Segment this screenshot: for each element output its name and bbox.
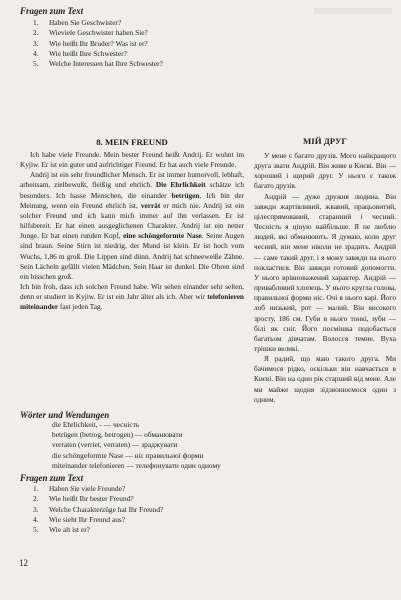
list-item: [33, 505, 163, 515]
paragraph: [254, 192, 396, 355]
list-item: [33, 39, 163, 49]
text-run: fast jeden Tag.: [58, 302, 103, 312]
paragraph: [20, 170, 244, 282]
ukrainian-text: [254, 151, 396, 405]
list-item: [33, 49, 163, 59]
bold-term: eine schöngeformte Nase: [123, 231, 202, 241]
paragraph: [20, 282, 244, 312]
vocabulary-list: [52, 420, 221, 471]
paragraph: [254, 151, 396, 192]
list-item-text: Haben Sie Geschwister?: [49, 18, 122, 27]
vocabulary-title: Wörter und Wendungen: [20, 410, 110, 420]
list-item-number: 2.: [33, 28, 39, 38]
list-item-text: Welche Interessen hat Ihre Schwester?: [49, 59, 163, 69]
text-run: У мене є багато друзів. Мого найкращого друга звати Андрій. Він живе в Києві. Він — хороший і щирий друг. У нього є також багато друзів.: [254, 151, 396, 191]
list-item-number: 1.: [33, 18, 39, 27]
questions-bottom-title: Fragen zum Text: [20, 473, 84, 483]
list-item-text: Wie heißt Ihr Bruder? Was ist er?: [49, 38, 148, 48]
text-run: Я радий, що маю такого друга. Ми бачимося рідко, оскільки він навчається в Києві. Він на один рік старший від мене. Але ми майже щодня зідзвонюємося один з одним.: [254, 354, 396, 404]
questions-top-list: [33, 18, 163, 69]
list-item: [33, 494, 163, 504]
list-item: [33, 515, 163, 525]
vocabulary-item: betrügen (betrog, betrogen) — обманювати: [52, 430, 183, 440]
vocabulary-item: miteinander telefonieren — телефонувати один одному: [52, 460, 221, 470]
list-item: [33, 59, 163, 69]
german-heading: 8. MEIN FREUND: [96, 137, 168, 147]
text-run: Андрій — дуже дружня людина. Він завжди жартівливий, жвавий, працьовитий, цілеспрямований, старанний і чесний. Чесність я ціную найбільше. Я не люблю людей, які обманюють. Я думаю, коли друг чесний, він мене ніколи не зрадить. Андрій — саме такий друг, і я можу завжди на нього покластися. Він завжди готовий допомогти. У нього врівноважений характер. Андрій — привабливий хлопець. У нього кругла голова, правильної форми ніс. Очі в нього карі. Його лоб низький, рот — малий. Він високого зросту, 186 см. Губи в нього тонкі, зуби — білі як сніг. Його посмішка подобається багатьом дівчатам. Волосся темне. Вуха трішки великі.: [254, 191, 396, 353]
questions-bottom-list: [33, 484, 163, 535]
text-run: er mich nie. Andrij ist ein solcher Freund und ich kann mich immer auf ihn verlassen. Er ist hilfsbereit. Er hat einen ausgeglichenen Charakter. Andrij ist ein netter Junge. Er hat einen runden Kopf,: [20, 200, 244, 241]
bold-term: betrügen: [171, 190, 200, 200]
list-item-number: 2.: [33, 494, 39, 504]
list-item-number: 4.: [33, 48, 39, 58]
list-item-number: 1.: [33, 484, 39, 493]
list-item-text: Wieviele Geschwister haben Sie?: [49, 28, 148, 38]
list-item-number: 5.: [33, 525, 39, 535]
text-run: . Ich bin der Meinung, wenn ein Freund ehrlich ist,: [20, 190, 244, 210]
paragraph: [254, 354, 396, 405]
vocabulary-item: die Ehrlichkeit, - — чесність: [52, 420, 140, 429]
bold-term: verrät: [140, 200, 161, 210]
questions-top-title: Fragen zum Text: [20, 6, 84, 16]
list-item: [33, 525, 163, 535]
list-item-text: Haben Sie viele Freunde?: [49, 484, 126, 493]
list-item-text: Welche Charakterzüge hat Ihr Freund?: [49, 504, 164, 514]
bold-term: telefonieren miteinander: [20, 292, 244, 312]
scan-artifact: [314, 8, 392, 14]
list-item-text: Wie alt ist er?: [49, 525, 90, 535]
list-item: [33, 18, 163, 28]
text-run: . Seine Augen sind braun. Seine Stirn ist niedrig, der Mund ist klein. Er ist hoch vom Wuchs, 1,86 m groß. Die Lippen sind dünn. Andrij hat schneeweiße Zähne. Sein Lächeln gefällt vielen Mädchen. Sein Haar ist dunkel. Die Ohren sind ein bisschen groß.: [20, 231, 244, 281]
paragraph: [20, 150, 244, 170]
text-run: Ich bin froh, dass ich solchen Freund habe. Wir sehen einander sehr selten, denn er studiert in Kyjiw. Er ist ein Jahr älter als ich. Aber wir: [20, 282, 244, 302]
list-item-number: 3.: [33, 38, 39, 48]
list-item-number: 3.: [33, 504, 39, 514]
list-item-number: 4.: [33, 514, 39, 524]
list-item-text: Wie heißt Ihre Schwester?: [49, 48, 127, 58]
list-item: [33, 28, 163, 38]
list-item-text: Wie heißt Ihr bester Freund?: [49, 494, 134, 504]
page-number: 12: [19, 558, 28, 568]
list-item: [33, 484, 163, 494]
text-run: Andrij ist ein sehr freundlicher Mensch. Er ist immer humorvoll, lebhaft, arbeitsam, zielbewußt, fleißig und ehrlich.: [20, 170, 244, 190]
vocabulary-item: verraten (verriet, verraten) — зраджувати: [52, 440, 178, 450]
vocabulary-item: die schöngeformte Nase — ніс правильної форми: [52, 450, 204, 460]
bold-term: Die Ehrlichkeit: [155, 180, 206, 190]
text-run: schätze ich besonders. Ich hasse Menschen, die einander: [20, 180, 244, 200]
list-item-text: Wie sieht Ihr Freund aus?: [49, 514, 126, 524]
list-item-number: 5.: [33, 59, 39, 69]
text-run: Ich habe viele Freunde. Mein bester Freund heißt Andrij. Er wohnt im Kyjiw. Er ist ein guter und aufrichtiger Freund. Er hat auch viele Freunde.: [20, 150, 244, 170]
german-text: [20, 150, 244, 313]
ukrainian-heading: МІЙ ДРУГ: [302, 136, 348, 146]
